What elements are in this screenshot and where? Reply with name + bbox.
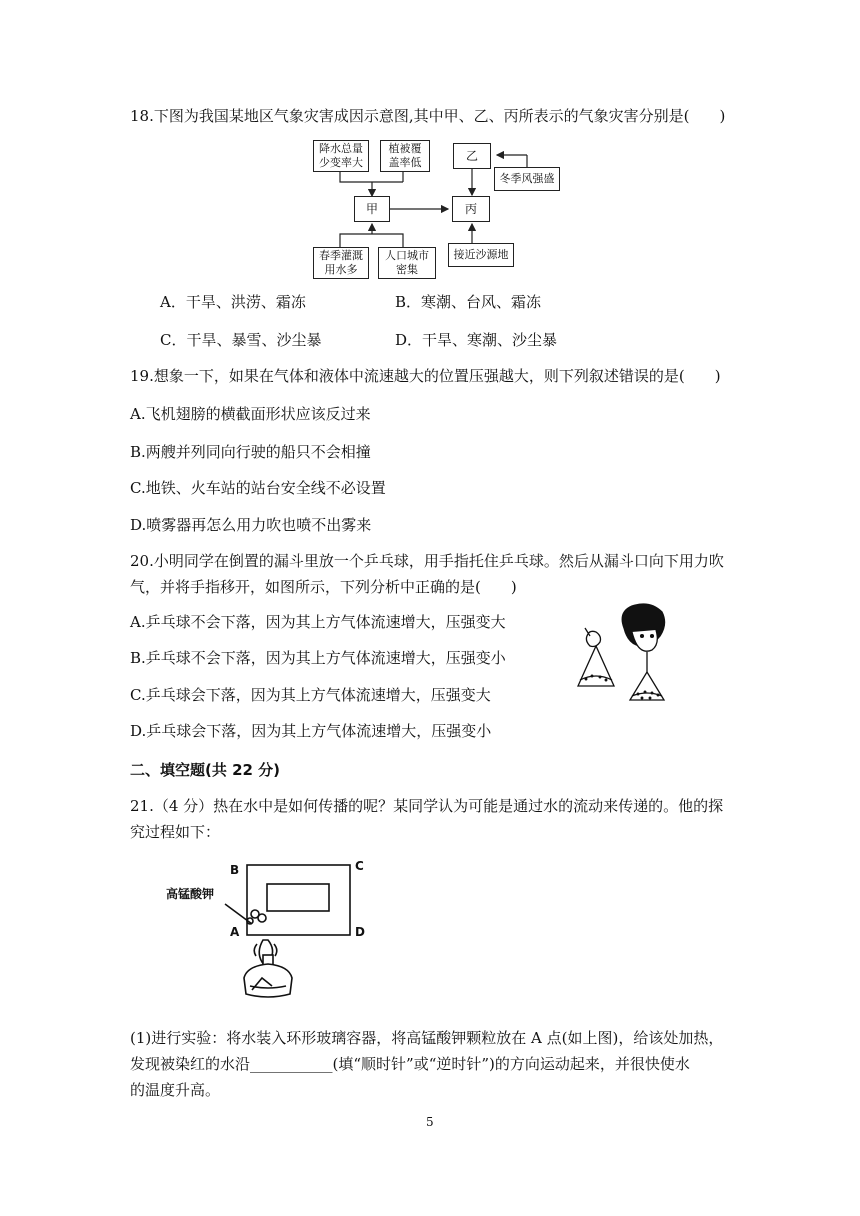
q19-stem: 19.想象一下，如果在气体和液体中流速越大的位置压强越大，则下列叙述错误的是( ) [130,367,721,385]
box-population: 人口城市 密集 [378,247,436,279]
q21-part1-line1: (1)进行实验：将水装入环形玻璃容器，将高锰酸钾颗粒放在 A 点(如上图)，给该处加热， [130,1029,724,1047]
q21-stem-line1: 21.（4 分）热在水中是如何传播的呢？某同学认为可能是通过水的流动来传递的。他的探 [130,797,724,815]
q19-option-c: C.地铁、火车站的站台安全线不必设置 [130,479,386,497]
q21-part1-line2: 发现被染红的水沿___________(填“顺时针”或“逆时针”)的方向运动起来，并很快使水 [130,1055,690,1073]
box-vegetation: 植被覆 盖率低 [380,140,430,172]
box-yi: 乙 [453,143,491,169]
q21-stem-line2: 究过程如下： [130,823,221,841]
section-title: 二、填空题(共 22 分) [130,761,281,779]
q20-stem-line1: 20.小明同学在倒置的漏斗里放一个乒乓球，用手指托住乒乓球。然后从漏斗口向下用力吹 [130,552,724,570]
box-winter-wind: 冬季风强盛 [494,167,560,191]
label-c: C [355,859,364,873]
page-number: 5 [426,1115,434,1129]
q18-option-d: D．干旱、寒潮、沙尘暴 [395,331,558,349]
box-irrigation: 春季灌溉 用水多 [313,247,369,279]
q20-option-a: A.乒乓球不会下落，因为其上方气体流速增大，压强变大 [130,613,506,631]
q19-option-d: D.喷雾器再怎么用力吹也喷不出雾来 [130,516,372,534]
q18-option-a: A．干旱、洪涝、霜冻 [160,293,306,311]
label-a: A [230,925,240,939]
box-jia: 甲 [354,196,390,222]
q20-option-d: D.乒乓球会下落，因为其上方气体流速增大，压强变小 [130,722,492,740]
q20-stem-line2: 气，并将手指移开，如图所示，下列分析中正确的是( ) [130,578,517,596]
q18-option-c: C．干旱、暴雪、沙尘暴 [160,331,322,349]
box-desert: 接近沙源地 [448,243,514,267]
box-bing: 丙 [452,196,490,222]
q20-option-b: B.乒乓球不会下落，因为其上方气体流速增大，压强变小 [130,649,506,667]
q21-part1-line3: 的温度升高。 [130,1081,221,1099]
q18-stem: 18.下图为我国某地区气象灾害成因示意图,其中甲、乙、丙所表示的气象灾害分别是( ) [130,107,726,125]
label-kmno4: 高锰酸钾 [166,887,215,901]
box-rain: 降水总量 少变率大 [313,140,369,172]
q20-option-c: C.乒乓球会下落，因为其上方气体流速增大，压强变大 [130,686,491,704]
q19-option-b: B.两艘并列同向行驶的船只不会相撞 [130,443,371,461]
label-b: B [230,863,240,877]
q18-option-b: B．寒潮、台风、霜冻 [395,293,542,311]
label-d: D [355,925,365,939]
q19-option-a: A.飞机翅膀的横截面形状应该反过来 [130,405,371,423]
